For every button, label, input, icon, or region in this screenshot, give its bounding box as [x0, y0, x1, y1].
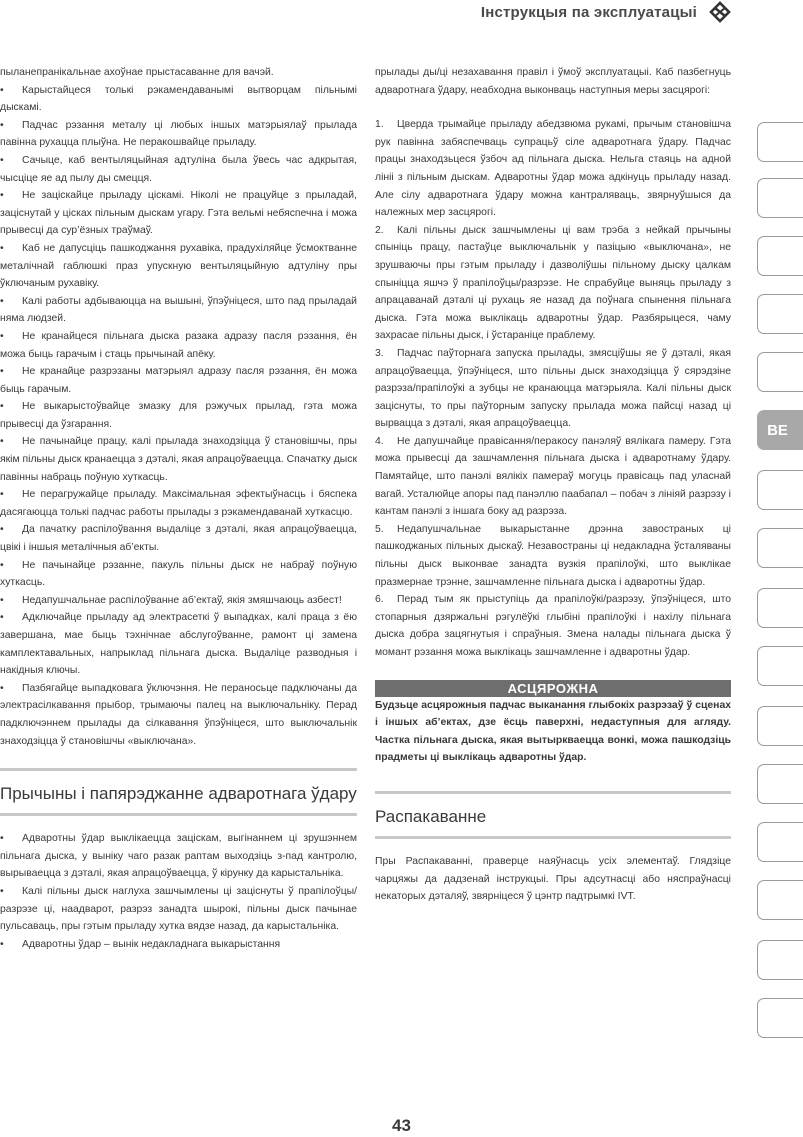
- warning-text: Будзьце асцярожныя падчас выканання глыбокіх разрэзаў ў сценах і іншых аб’ектах, дзе ёсць паверхні, недаступныя для агляду. Частка пільнага дыска, якая вытыркваецца вонкі, можа пашкодзіць прадметы ці выклікаць адваротны ўдар.: [375, 699, 731, 764]
- item-number: 2.: [375, 224, 384, 236]
- bullets-bottom: [0, 830, 357, 953]
- unpack-text: Пры Распакаванні, праверце наяўнасць усіх элементаў. Глядзіце чарцяжы да дадзенай інструкцыі. Пры адсутнасці або няспраўнасці некаторых дэталяў, звярніцеся ў цэнтр падтрымкі IVT.: [375, 855, 731, 903]
- language-tab[interactable]: [757, 352, 803, 392]
- bullet-dot-icon: •: [0, 524, 4, 536]
- bullet-item: [0, 936, 357, 954]
- bullet-item: [0, 187, 357, 240]
- section-header: [0, 768, 357, 816]
- language-tab[interactable]: [757, 764, 803, 804]
- bullet-item: [0, 240, 357, 293]
- bullet-text: Недапушчальнае распілоўванне аб’ектаў, якія змяшчаюць азбест!: [22, 594, 342, 606]
- language-tab[interactable]: [757, 940, 803, 980]
- item-text: Калі пільны дыск зашчымлены ці вам трэба з нейкай прычыны спыніць працу, пастаўце выключальнік у пазіцыю «выключана», не зрушваючы пры гэтым прыладу і дазволіўшы пільному дыску цалкам спыніцца яшчэ ў прапілоўцы/разрэзе. Не спрабуйце выняць прыладу з апрацаванай дэталі ці рухаць яе назад да поўнага спынення пільнага дыска. Гэта можа выклікаць адваротны ўдар. Разбярыцеся, чаму захрасае пільны дыск, і ўстараніце праблему.: [375, 224, 731, 342]
- language-tab[interactable]: [757, 822, 803, 862]
- bullet-text: Адваротны ўдар – вынік недакладнага выкарыстання: [22, 938, 281, 950]
- bullet-item: [0, 486, 357, 521]
- bullet-dot-icon: •: [0, 559, 4, 571]
- bullet-item: [0, 82, 357, 117]
- numbered-item: [375, 433, 731, 521]
- item-number: 6.: [375, 594, 384, 606]
- language-tab[interactable]: [757, 706, 803, 746]
- bullet-text: Адключайце прыладу ад электрасеткі ў выпадках, калі праца з ёю завершана, мае быць тэхнічнае абслугоўванне, рамонт ці замена камплектавальных, напрыклад пільнага дыска. Выдаліце разводныя і накідныя ключы.: [0, 612, 357, 677]
- item-number: 4.: [375, 435, 384, 447]
- bullet-dot-icon: •: [0, 436, 4, 448]
- side-tabs: [757, 0, 803, 1137]
- bullet-item: [0, 830, 357, 883]
- language-tab[interactable]: [757, 646, 803, 686]
- bullet-text: Не заціскайце прыладу ціскамі. Ніколі не працуйце з прыладай, заціснутай у цісках пільным дыскам угару. Гэта вельмі небяспечна і можа прывесці да сур’ёзных траўмаў.: [0, 190, 357, 237]
- bullet-text: Карыстайцеся толькі рэкамендаванымі вытворцам пільнымі дыскамі.: [0, 84, 357, 114]
- language-tab[interactable]: [757, 470, 803, 510]
- bullet-dot-icon: •: [0, 594, 4, 606]
- bullet-text: Падчас рэзання металу ці любых іншых матэрыялаў прылада павінна рухацца плыўна. Не перакошвайце прыладу.: [0, 119, 357, 149]
- bullet-text: Сачыце, каб вентыляцыйная адтуліна была ўвесь час адкрытая, чысціце яе ад пылу ды смецця.: [0, 154, 357, 184]
- item-text: Не дапушчайце правісання/перакосу панэляў вялікага памеру. Гэта можа прывесці да зашчамлення пільнага дыска і адваротнаму ўдару. Памятайце, што панэлі вялікіх памераў могуць правісаць пад уласнай вагай. Усталюйце апоры пад панэллю паабапал – побач з лініяй разрэзу і кантам панэлі з іншага боку ад разрэза.: [375, 435, 731, 518]
- item-text: Перад тым як прыступіць да прапілоўкі/разрэзу, ўпэўніцеся, што стопарныя дзяржальні рэгулёўкі глыбіні прапілоўкі і нахілу пільнага дыска добра зацягнутыя і спраўныя. Змена налады пільнага дыска ў момант рэзання можа выклікаць зашчамленне і адваротны ўдар.: [375, 594, 731, 658]
- language-tab[interactable]: [757, 122, 803, 162]
- language-tab[interactable]: [757, 588, 803, 628]
- bullet-text: Калі работы адбываюцца на вышыні, ўпэўніцеся, што пад прыладай няма людзей.: [0, 295, 357, 325]
- bullet-dot-icon: •: [0, 682, 4, 694]
- bullet-dot-icon: •: [0, 833, 4, 845]
- language-tab[interactable]: [757, 236, 803, 276]
- bullet-text: Не кранайце разрэзаны матэрыял адразу пасля рэзання, ён можа быць гарачым.: [0, 366, 357, 395]
- page-number: 43: [392, 1116, 411, 1135]
- bullet-dot-icon: •: [0, 242, 4, 254]
- left-column: [0, 64, 357, 953]
- section-title-unpacking: Распакаванне: [375, 800, 731, 839]
- bullet-item: [0, 521, 357, 556]
- bullet-item: [0, 152, 357, 187]
- left-intro: пыланепранікальнае ахоўнае прыстасаванне для вачэй.: [0, 67, 274, 78]
- item-number: 3.: [375, 347, 384, 359]
- bullet-item: [0, 328, 357, 363]
- item-text: Падчас паўторнага запуска прылады, змясціўшы яе ў дэталі, якая апрацоўваецца, ўпэўніцеся, што пільны дыск знаходзіцца ў сярэдзіне разрэза/прапілоўкі а зубцы не кранаюцца матэрыяла. Калі пільны дыск заціснуты, то пры паўторным запуску прылада можа пайсці назад ці вырвацца з дэталі, якая апрацоўваецца.: [375, 347, 731, 430]
- warning-label: АСЦЯРОЖНА: [375, 680, 731, 697]
- bullet-dot-icon: •: [0, 190, 4, 202]
- right-intro: прылады ды/ці незахавання правіл і ўмоў эксплуатацыі. Каб пазбегнуць адваротнага ўдару, неабходна выконваць наступныя меры засцярогі:: [375, 67, 731, 96]
- bullet-item: [0, 293, 357, 328]
- numbered-item: [375, 591, 731, 661]
- language-tab[interactable]: [757, 178, 803, 218]
- bullet-item: [0, 609, 357, 679]
- language-tab[interactable]: [757, 294, 803, 334]
- bullet-text: Адваротны ўдар выклікаецца заціскам, выгінаннем ці зрушэннем пільнага дыска, у выніку чаго разак раптам выходзіць з-пад кантролю, вырываецца з дэталі, якая апрацоўваецца, ў кірунку да карыстальніка.: [0, 833, 357, 880]
- bullet-text: Калі пільны дыск наглуха зашчымлены ці заціснуты ў прапілоўцы/разрэзе ці, наадварот, разрэз занадта шырокі, пільны дыск пачынае пульсаваць, пры гэтым прыладу хутка вядзе назад, да карыстальніка.: [0, 885, 357, 933]
- bullet-item: [0, 680, 357, 750]
- bullet-text: Каб не дапусціць пашкоджання рухавіка, прадухіляйце ўсмоктванне металічнай габлюшкі праз упускную вентыляцыйную адтуліну пры ўключаным рухавіку.: [0, 242, 357, 290]
- numbered-item: [375, 222, 731, 345]
- bullet-dot-icon: •: [0, 612, 4, 624]
- bullet-text: Да пачатку распілоўвання выдаліце з дэталі, якая апрацоўваецца, цвікі і іншыя металічныя аб’екты.: [0, 524, 357, 554]
- tools-logo-icon: [707, 0, 733, 24]
- bullet-dot-icon: •: [0, 489, 4, 501]
- bullet-item: [0, 363, 357, 398]
- bullet-item: [0, 398, 357, 433]
- language-tab-active[interactable]: BE: [757, 410, 803, 450]
- item-number: 1.: [375, 119, 384, 131]
- bullet-dot-icon: •: [0, 84, 4, 96]
- item-text: Цверда трымайце прыладу абедзвюма рукамі, прычым становішча рук павінна забяспечваць супрацьў сіле адваротнага ўдару. Падчас працы знаходзьцеся ўзбоч ад пільнага дыска. Нельга стаяць на адной лініі з пільным дыскам. Адваротны ўдар можа адкінуць прыладу назад. Але сілу адваротнага ўдару можна кантраляваць, звярнуўшыся да належных мер засцярогі.: [375, 119, 731, 219]
- language-tab[interactable]: [757, 528, 803, 568]
- numbered-item: [375, 521, 731, 591]
- bullet-item: [0, 557, 357, 592]
- right-column: [375, 64, 731, 906]
- language-tab[interactable]: [757, 998, 803, 1038]
- bullet-dot-icon: •: [0, 119, 4, 131]
- bullet-dot-icon: •: [0, 154, 4, 166]
- bullet-dot-icon: •: [0, 366, 4, 378]
- bullet-text: Не кранайцеся пільнага дыска разака адразу пасля рэзання, ён можа быць гарачым і стаць прычынай апёку.: [0, 330, 357, 360]
- bullet-dot-icon: •: [0, 885, 4, 897]
- bullets-top: [0, 82, 357, 751]
- numbered-item: [375, 345, 731, 433]
- bullet-text: Не пачынайце рэзанне, пакуль пільны дыск не набраў поўную хуткасць.: [0, 559, 357, 589]
- bullet-item: [0, 117, 357, 152]
- item-text: Недапушчальнае выкарыстанне дрэнна завостраных ці пашкоджаных пільных дыскаў. Незавостраны ці недакладна ўсталяваны пільны дыск выконвае занадта вузкія прапілоўкі, што выклікае празмернае трэнне, зашчамленне пільнага дыска і адваротны ўдар.: [375, 523, 731, 588]
- numbered-item: [375, 116, 731, 222]
- bullet-text: Пазбягайце выпадковага ўключэння. Не пераносьце падключаны да электрасілкавання прыбор, трымаючы палец на выключальніку. Перад падключэннем прылады да сілкавання ўпэўніцеся, што выключальнік знаходзіцца ў становішчы «выключана».: [0, 682, 357, 747]
- bullet-dot-icon: •: [0, 938, 4, 950]
- bullet-dot-icon: •: [0, 330, 4, 342]
- bullet-text: Не выкарыстоўвайце змазку для рэжучых прылад, гэта можа прывесці да ўзгарання.: [0, 401, 357, 430]
- numbered-list: [375, 116, 731, 661]
- unpack-header: [375, 791, 731, 839]
- item-number: 5.: [375, 523, 384, 535]
- bullet-item: [0, 433, 357, 486]
- section-title-kickback: Прычыны і папярэджанне адваротнага ўдару: [0, 777, 357, 816]
- language-tab[interactable]: [757, 880, 803, 920]
- bullet-text: Не перагружайце прыладу. Максімальная эфектыўнасць і бяспека дасягаюцца толькі падчас работы прылады з рэкамендаванай хуткасцю.: [0, 489, 357, 518]
- bullet-item: [0, 883, 357, 936]
- bullet-item: [0, 592, 357, 610]
- bullet-dot-icon: •: [0, 295, 4, 307]
- header-title: Інструкцыя па эксплуатацыі: [480, 4, 697, 21]
- bullet-text: Не пачынайце працу, калі прылада знаходзіцца ў становішчы, пры якім пільны дыск кранаецца з дэталі, якая апрацоўваецца. Спачатку дыск павінны набраць поўную хуткасць.: [0, 436, 357, 483]
- bullet-dot-icon: •: [0, 401, 4, 413]
